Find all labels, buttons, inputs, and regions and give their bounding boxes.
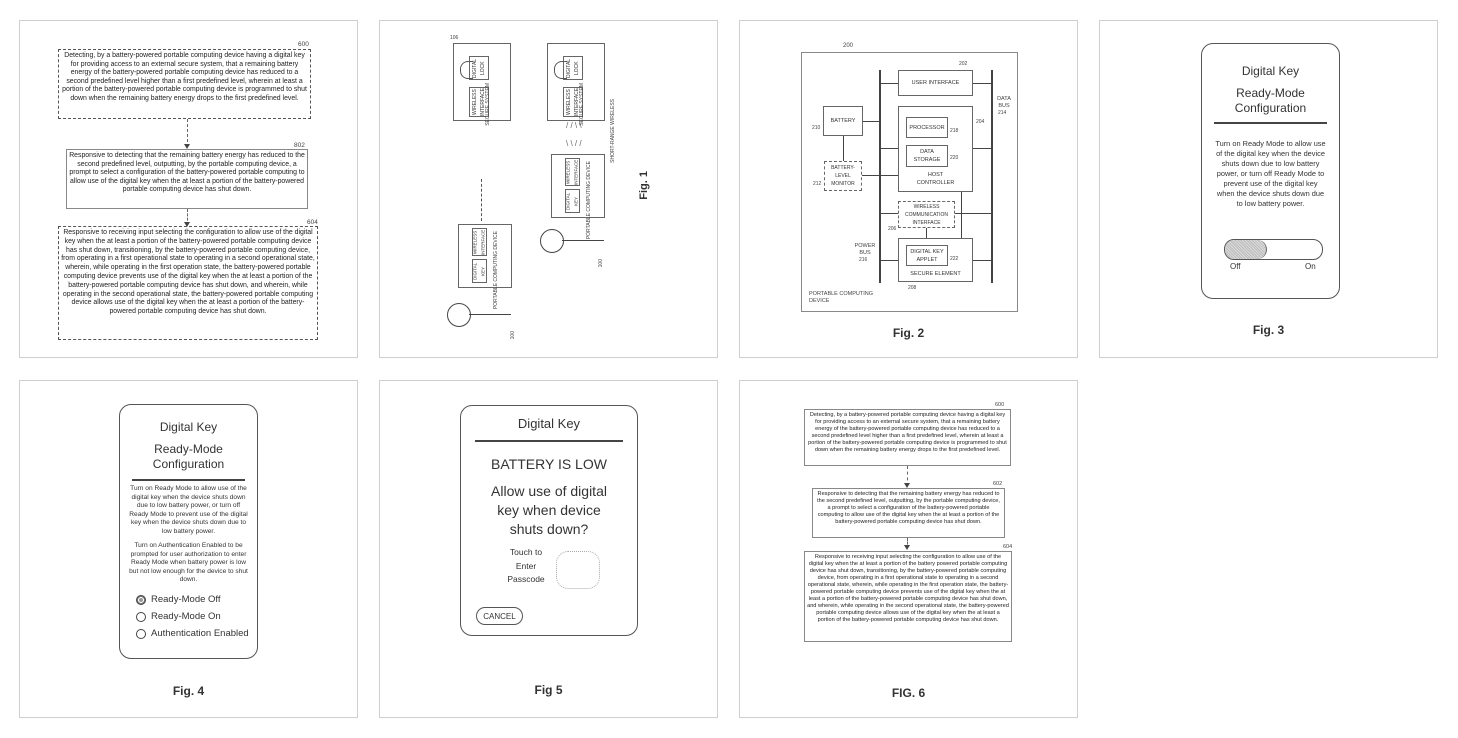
battery-low-alert: BATTERY IS LOW (491, 456, 607, 472)
wireless-communication-block: WIRELESS COMMUNICATION INTERFACE (898, 201, 955, 228)
screen-title: Digital Key (159, 420, 218, 434)
data-bus-label: DATA BUS (997, 96, 1011, 109)
ref-label: 200 (843, 43, 854, 49)
user-body (469, 314, 511, 315)
flow-arrow (187, 119, 188, 147)
data-bus-line (991, 70, 993, 283)
step-ref: 604 (1003, 544, 1013, 550)
battery-block: BATTERY (823, 106, 863, 136)
ref-label: 106 (450, 35, 459, 41)
ref-label: 202 (959, 61, 968, 67)
secure-element-block: SECURE ELEMENT (898, 238, 973, 282)
flow-arrow (907, 538, 908, 548)
lock-shackle-icon (460, 61, 473, 79)
wireless-interface-box: WIRELESS INTERFACE (469, 87, 489, 117)
flow-step-prompt: Responsive to detecting that the remaining battery energy has reduced to the second predefined level, outputting, by the portable computing device, a prompt to select a configuration of the battery-powered portable computing to allow use of the digital key when the at least a portion of the battery-powered portable computing device has shut down. (66, 149, 308, 209)
ref-label: 206 (888, 226, 897, 232)
user-body (562, 240, 604, 241)
battery-level-monitor-block: BATTERY-LEVEL MONITOR (824, 161, 862, 191)
connector (926, 228, 927, 238)
digital-lock-box: DIGITAL LOCK (563, 56, 583, 80)
digital-key-box: DIGITAL KEY (565, 189, 580, 213)
screen-title: Digital Key (517, 416, 581, 431)
connector (973, 260, 991, 261)
ready-mode-description: Turn on Ready Mode to allow use of the digital key when the device shuts down due to low battery power, or turn off Ready Mode to prevent use of the digital key when the device shuts down due to low battery power. (1215, 139, 1326, 208)
secure-system-label: SECURE SYSTEM (579, 83, 585, 126)
figure-caption: Fig. 4 (172, 684, 205, 698)
data-storage-block: DATA STORAGE (906, 145, 948, 167)
step-ref: 604 (307, 219, 318, 226)
radio-unselected-icon[interactable] (136, 629, 146, 639)
short-range-label: SHORT-RANGE WIRELESS (610, 99, 616, 163)
ref-label: 208 (908, 285, 917, 291)
step-ref: 802 (294, 142, 305, 149)
wireless-interface-box: WIRELESS INTERFACE (563, 87, 583, 117)
connector (881, 213, 898, 214)
figure-tile-fig5[interactable] (379, 380, 718, 718)
user-interface-block: USER INTERFACE (898, 70, 973, 96)
radio-ready-mode-off[interactable] (136, 594, 221, 605)
ready-mode-description: Turn on Ready Mode to allow use of the digital key when the device shuts down due to low battery power, or turn off Ready Mode to prevent use of the digital key when the device shuts down due to low battery power. (129, 485, 248, 535)
figure-tile-fig1[interactable] (379, 20, 718, 358)
user-ref: 100 (598, 259, 604, 268)
ref-label: 222 (950, 256, 959, 262)
figure-caption: Fig. 3 (1252, 323, 1285, 337)
figure-tile-flowchart[interactable] (19, 20, 358, 358)
screen-subtitle: Ready-Mode Configuration (152, 442, 225, 471)
connector (881, 148, 898, 149)
power-bus-label: POWER BUS (854, 243, 876, 256)
screen-title: Digital Key (1241, 64, 1300, 78)
flow-step-prompt: Responsive to detecting that the remaining battery energy has reduced to the second predefined level, outputting, by the portable computing device, a prompt to select a configuration of the battery-powered portable computing to allow use of the digital key when the at least a portion of the battery-powered portable computing device has shut down. (812, 488, 1005, 538)
radio-unselected-icon[interactable] (136, 612, 146, 622)
user-head-icon (447, 303, 471, 327)
flow-step-transition: Responsive to receiving input selecting the configuration to allow use of the digital key when the at least a portion of the battery powered portable computing device has shut down, transitioning, by the battery-powered portable computing device, from operating in a first operational state to operating in a second operational state, wherein, while operating in the first operation state, the battery-powered portable computing device prevents use of the digital key when the at least a portion of the battery-powered portable computing device has shut down, and wherein, while operating in the second operational state, the battery-powered portable computing device allows use of the digital key when the at least a portion of the battery-powered portable computing device has shut down. (804, 551, 1012, 642)
wireless-interface-box: WIRELESS INTERFACE (565, 159, 579, 185)
flow-arrow (907, 466, 908, 486)
allow-use-question: Allow use of digital key when device shuts down? (491, 483, 607, 537)
cancel-label: CANCEL (483, 611, 516, 621)
phone-screen (460, 405, 638, 636)
wireless-signal-icon: / / \ \ (566, 121, 582, 130)
toggle-knob[interactable] (1225, 240, 1267, 259)
ref-label: 204 (976, 119, 985, 125)
phone-screen (119, 404, 258, 659)
connector (973, 83, 991, 84)
phone-screen (1201, 43, 1340, 299)
flow-step-transition: Responsive to receiving input selecting the configuration to allow use of the digital key when the at least a portion of the battery-powered portable computing device has shut down, transitioning, by the battery-powered portable computing device, from operating in a first operational state to operating in a second operational state, wherein, while operating in the first operation state, the battery-powered portable computing device prevents use of the digital key when the at least a portion of the battery-powered portable computing device has shut down, and wherein, while operating in the second operational state, the battery-powered portable computing device allows use of the digital key when the at least a portion of the battery-powered portable computing device has shut down. (58, 226, 318, 340)
portable-device-label: PORTABLE COMPUTING DEVICE (493, 231, 499, 310)
ref-label: 212 (813, 181, 822, 187)
step-ref: 600 (298, 41, 309, 48)
ref-label: 214 (998, 110, 1007, 116)
host-controller-block: HOST CONTROLLER (898, 106, 973, 192)
device-label: PORTABLE COMPUTING DEVICE (809, 291, 873, 304)
radio-ready-mode-on[interactable] (136, 611, 221, 622)
connector (862, 175, 898, 176)
title-divider (475, 440, 623, 442)
user-ref: 100 (510, 331, 516, 340)
cancel-button[interactable] (476, 607, 523, 625)
ref-label: 210 (812, 125, 821, 131)
movement-arrow (481, 179, 482, 221)
connector (881, 83, 898, 84)
processor-block: PROCESSOR (906, 117, 948, 138)
title-divider (132, 479, 245, 481)
ready-mode-toggle[interactable] (1224, 239, 1323, 260)
figure-tile-fig6[interactable] (739, 380, 1078, 718)
connector (961, 192, 962, 238)
secure-system-label: SECURE SYSTEM (485, 83, 491, 126)
digital-key-applet-block: DIGITAL KEY APPLET (906, 245, 948, 266)
toggle-on-label: On (1305, 262, 1316, 271)
power-bus-line (879, 70, 881, 283)
figure-tile-fig2[interactable] (739, 20, 1078, 358)
figure-caption: Fig 5 (534, 683, 563, 697)
figure-caption: Fig. 2 (892, 326, 925, 340)
flow-step-detect: Detecting, by a battery-powered portable computing device having a digital key for providing access to an external secure system, that a remaining battery energy of the battery-powered portable computing device has reduced to a second predefined level higher than a first predefined level, wherein at least a portion of the battery-powered portable computing device is programmed to shut down when the remaining battery energy drops to the first predefined level. (58, 49, 311, 119)
radio-selected-icon[interactable] (136, 595, 146, 605)
authentication-description: Turn on Authentication Enabled to be prompted for user authorization to enter Ready Mode when battery power is low but not low enough for the device to shut down. (129, 542, 248, 584)
figure-tile-fig3[interactable] (1099, 20, 1438, 358)
toggle-off-label: Off (1230, 262, 1241, 271)
radio-label: Ready-Mode Off (151, 594, 221, 605)
connector (843, 136, 844, 161)
lock-shackle-icon (554, 61, 567, 79)
flow-arrow (187, 209, 188, 225)
portable-device-label: PORTABLE COMPUTING DEVICE (586, 161, 592, 240)
connector (881, 260, 898, 261)
figure-caption: Fig. 1 (638, 171, 650, 200)
wireless-interface-box: WIRELESS INTERFACE (472, 229, 486, 255)
radio-label: Authentication Enabled (151, 628, 249, 639)
screen-subtitle: Ready-Mode Configuration (1234, 86, 1307, 115)
connector (973, 148, 991, 149)
figure-caption: FIG. 6 (891, 686, 926, 700)
ref-label: 218 (950, 128, 959, 134)
ref-label: 216 (859, 257, 868, 263)
ref-label: 220 (950, 155, 959, 161)
user-head-icon (540, 229, 564, 253)
figure-tile-fig4[interactable] (19, 380, 358, 718)
radio-authentication-enabled[interactable] (136, 628, 249, 639)
flow-step-detect: Detecting, by a battery-powered portable computing device having a digital key for providing access to an external secure system, that a remaining battery energy of the battery-powered portable computing device has reduced to a second predefined level higher than a first predefined level, wherein at least a portion of the battery-powered portable computing device is programmed to shut down when the remaining battery energy drops to the first predefined level. (804, 409, 1011, 466)
digital-lock-box: DIGITAL LOCK (469, 56, 489, 80)
step-ref: 600 (995, 402, 1005, 408)
digital-key-box: DIGITAL KEY (472, 259, 487, 283)
radio-label: Ready-Mode On (151, 611, 221, 622)
title-divider (1214, 122, 1327, 124)
passcode-label: Touch to Enter Passcode (507, 547, 545, 584)
step-ref: 602 (993, 481, 1003, 487)
passcode-touch-button[interactable] (556, 551, 600, 589)
connector (863, 121, 879, 122)
wireless-signal-icon: \ \ / / (566, 139, 582, 148)
